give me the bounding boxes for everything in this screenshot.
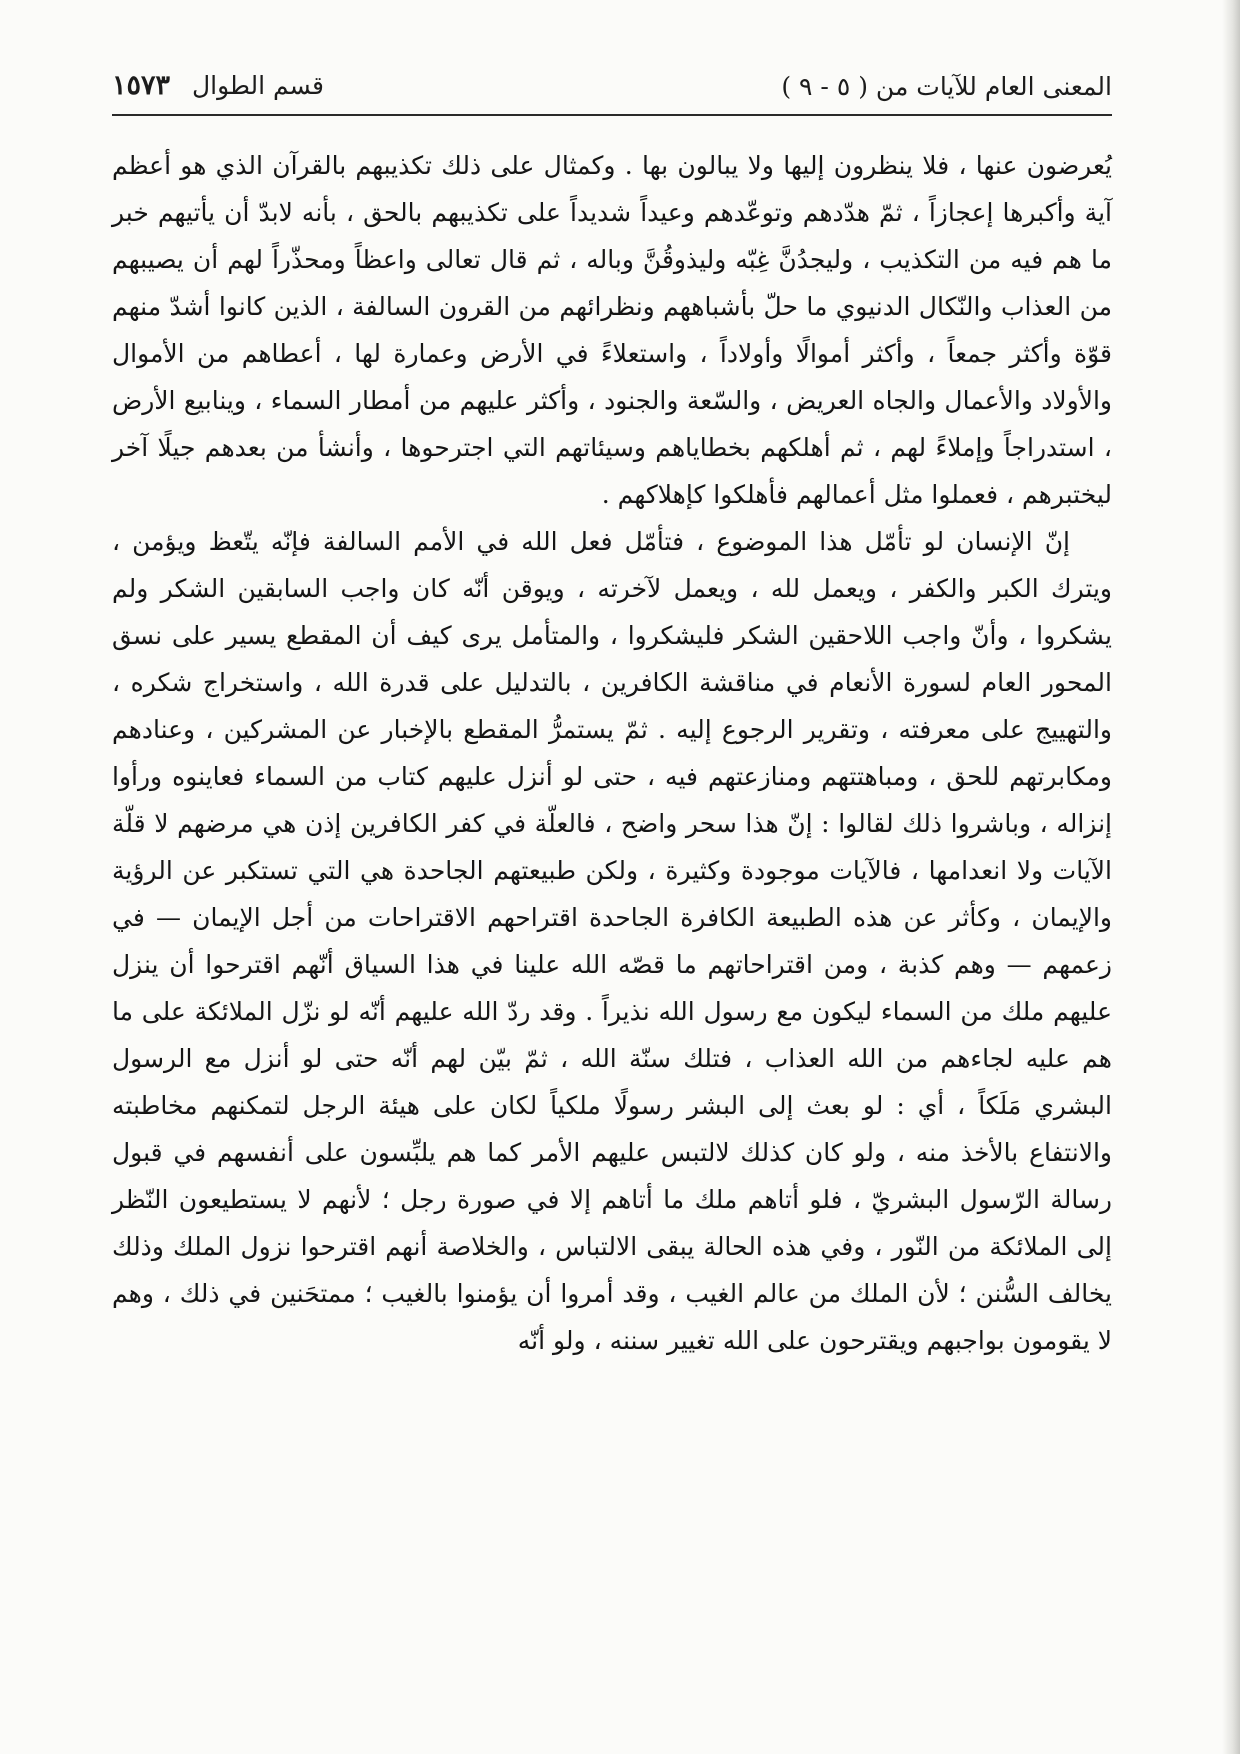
header-divider — [112, 114, 1112, 116]
paragraph-2: إنّ الإنسان لو تأمّل هذا الموضوع ، فتأمّل فعل الله في الأمم السالفة فإنّه يتّعظ ويؤمن ، ويترك الكبر والكفر ، ويعمل لله ، ويعمل لآخرته ، ويوقن أنّه كان واجب السابقين الشكر ولم يشكروا ، وأنّ واجب اللاحقين الشكر فليشكروا ، والمتأمل يرى كيف أن المقطع يسير على نسق المحور العام لسورة الأنعام في مناقشة الكافرين ، بالتدليل على قدرة الله ، واستخراج شكره ، والتهييج على معرفته ، وتقرير الرجوع إليه . ثمّ يستمرُّ المقطع بالإخبار عن المشركين ، وعنادهم ومكابرتهم للحق ، ومباهتتهم ومنازعتهم فيه ، حتى لو أنزل عليهم كتاب من السماء فعاينوه ورأوا إنزاله ، وباشروا ذلك لقالوا : إنّ هذا سحر واضح ، فالعلّة في كفر الكافرين إذن هي مرضهم لا قلّة الآيات ولا انعدامها ، فالآيات موجودة وكثيرة ، ولكن طبيعتهم الجاحدة هي التي تستكبر عن الرؤية والإيمان ، وكأثر عن هذه الطبيعة الكافرة الجاحدة اقتراحهم الاقتراحات من أجل الإيمان — في زعمهم — وهم كذبة ، ومن اقتراحاتهم ما قصّه الله علينا في هذا السياق أنّهم اقترحوا أن ينزل عليهم ملك من السماء ليكون مع رسول الله نذيراً . وقد ردّ الله عليهم أنّه لو نزّل الملائكة على ما هم عليه لجاءهم من الله العذاب ، فتلك سنّة الله ، ثمّ بيّن لهم أنّه حتى لو أنزل مع الرسول البشري مَلَكاً ، أي : لو بعث إلى البشر رسولًا ملكياً لكان على هيئة الرجل لتمكنهم مخاطبته والانتفاع بالأخذ منه ، ولو كان كذلك لالتبس عليهم الأمر كما هم يلبِّسون على أنفسهم في قبول رسالة الرّسول البشريّ ، فلو أتاهم ملك ما أتاهم إلا في صورة رجل ؛ لأنهم لا يستطيعون النّظر إلى الملائكة من النّور ، وفي هذه الحالة يبقى الالتباس ، والخلاصة أنهم اقترحوا نزول الملك وذلك يخالف السُّنن ؛ لأن الملك من عالم الغيب ، وقد أمروا أن يؤمنوا بالغيب ؛ ممتحَنين في ذلك ، وهم لا يقومون بواجبهم ويقترحون على الله تغيير سننه ، ولو أنّه — [112, 527, 1112, 1355]
header-section-title: المعنى العام للآيات من ( ٥ - ٩ ) — [781, 72, 1112, 101]
header-part-title — [112, 70, 324, 101]
page-number: ١٥٧٣ — [112, 70, 171, 101]
page-body — [112, 142, 1112, 1364]
header-part-name: قسم الطوال — [191, 71, 324, 100]
running-header — [112, 60, 1112, 108]
page-edge-shadow — [1222, 0, 1240, 1754]
paragraph-1: يُعرضون عنها ، فلا ينظرون إليها ولا يبالون بها . وكمثال على ذلك تكذيبهم بالقرآن الذي هو أعظم آية وأكبرها إعجازاً ، ثمّ هدّدهم وتوعّدهم وعيداً شديداً على تكذيبهم بالحق ، بأنه لابدّ أن يأتيهم خبر ما هم فيه من التكذيب ، وليجدُنَّ غِبّه وليذوقُنَّ وباله ، ثم قال تعالى واعظاً ومحذّراً لهم أن يصيبهم من العذاب والنّكال الدنيوي ما حلّ بأشباههم ونظرائهم من القرون السالفة ، الذين كانوا أشدّ منهم قوّة وأكثر جمعاً ، وأكثر أموالًا وأولاداً ، واستعلاءً في الأرض وعمارة لها ، أعطاهم من الأموال والأولاد والأعمال والجاه العريض ، والسّعة والجنود ، وأكثر عليهم من أمطار السماء ، وينابيع الأرض ، استدراجاً وإملاءً لهم ، ثم أهلكهم بخطاياهم وسيئاتهم التي اجترحوها ، وأنشأ من بعدهم جيلًا آخر ليختبرهم ، فعملوا مثل أعمالهم فأهلكوا كإهلاكهم . — [112, 151, 1112, 509]
